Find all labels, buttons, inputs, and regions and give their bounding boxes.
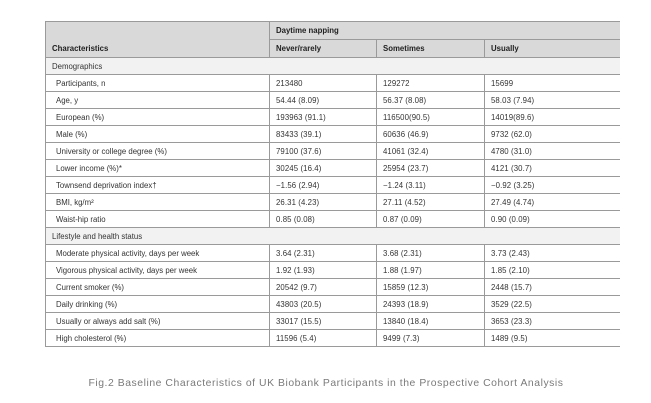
row-label: Townsend deprivation index† xyxy=(46,177,270,194)
column-header-characteristics: Characteristics xyxy=(46,40,270,58)
column-header-never-rarely: Never/rarely xyxy=(270,40,377,58)
table-row xyxy=(46,245,621,262)
row-value: 0.85 (0.08) xyxy=(270,211,377,228)
row-label: Participants, n xyxy=(46,75,270,92)
table-row xyxy=(46,262,621,279)
row-value: −0.92 (3.25) xyxy=(485,177,621,194)
table-row xyxy=(46,126,621,143)
header-blank-cell xyxy=(46,22,270,40)
row-label: European (%) xyxy=(46,109,270,126)
row-value: 27.49 (4.74) xyxy=(485,194,621,211)
row-value: 41061 (32.4) xyxy=(377,143,485,160)
row-value: 20542 (9.7) xyxy=(270,279,377,296)
column-header-sometimes: Sometimes xyxy=(377,40,485,58)
row-label: Current smoker (%) xyxy=(46,279,270,296)
row-label: Moderate physical activity, days per week xyxy=(46,245,270,262)
row-value: 1.88 (1.97) xyxy=(377,262,485,279)
row-value: 4121 (30.7) xyxy=(485,160,621,177)
row-value: 0.87 (0.09) xyxy=(377,211,485,228)
row-label: BMI, kg/m² xyxy=(46,194,270,211)
section-title: Demographics xyxy=(46,58,621,75)
row-value: 56.37 (8.08) xyxy=(377,92,485,109)
daytime-napping-header: Daytime napping xyxy=(270,22,621,40)
row-value: 1.92 (1.93) xyxy=(270,262,377,279)
section-row xyxy=(46,228,621,245)
row-value: 30245 (16.4) xyxy=(270,160,377,177)
row-label: Male (%) xyxy=(46,126,270,143)
row-value: 3653 (23.3) xyxy=(485,313,621,330)
row-value: 1.85 (2.10) xyxy=(485,262,621,279)
row-value: 213480 xyxy=(270,75,377,92)
row-label: Usually or always add salt (%) xyxy=(46,313,270,330)
row-value: 24393 (18.9) xyxy=(377,296,485,313)
row-value: 3.64 (2.31) xyxy=(270,245,377,262)
row-value: 54.44 (8.09) xyxy=(270,92,377,109)
row-label: High cholesterol (%) xyxy=(46,330,270,347)
table-row xyxy=(46,177,621,194)
row-value: 3529 (22.5) xyxy=(485,296,621,313)
row-value: 129272 xyxy=(377,75,485,92)
row-value: 4780 (31.0) xyxy=(485,143,621,160)
table-row xyxy=(46,194,621,211)
row-label: Vigorous physical activity, days per week xyxy=(46,262,270,279)
table-row xyxy=(46,211,621,228)
row-value: 11596 (5.4) xyxy=(270,330,377,347)
baseline-characteristics-table-container xyxy=(45,21,620,359)
figure-caption: Fig.2 Baseline Characteristics of UK Biobank Participants in the Prospective Cohort Analysis xyxy=(88,378,564,389)
row-value: 193963 (91.1) xyxy=(270,109,377,126)
row-value: 25954 (23.7) xyxy=(377,160,485,177)
row-value: 13840 (18.4) xyxy=(377,313,485,330)
row-value: 15859 (12.3) xyxy=(377,279,485,296)
table-row xyxy=(46,330,621,347)
table-row xyxy=(46,109,621,126)
row-value: 27.11 (4.52) xyxy=(377,194,485,211)
table-group-header-row xyxy=(46,22,621,40)
row-label: University or college degree (%) xyxy=(46,143,270,160)
row-value: 58.03 (7.94) xyxy=(485,92,621,109)
table-body xyxy=(46,58,621,347)
row-label: Waist-hip ratio xyxy=(46,211,270,228)
row-value: 3.73 (2.43) xyxy=(485,245,621,262)
row-value: 1489 (9.5) xyxy=(485,330,621,347)
row-value: 60636 (46.9) xyxy=(377,126,485,143)
row-value: −1.56 (2.94) xyxy=(270,177,377,194)
row-value: 9732 (62.0) xyxy=(485,126,621,143)
row-value: 14019(89.6) xyxy=(485,109,621,126)
row-label: Daily drinking (%) xyxy=(46,296,270,313)
row-value: −1.24 (3.11) xyxy=(377,177,485,194)
row-value: 79100 (37.6) xyxy=(270,143,377,160)
table-column-header-row xyxy=(46,40,621,58)
row-value: 0.90 (0.09) xyxy=(485,211,621,228)
table-row xyxy=(46,143,621,160)
table-row xyxy=(46,92,621,109)
column-header-usually: Usually xyxy=(485,40,621,58)
table-row xyxy=(46,313,621,330)
row-value: 15699 xyxy=(485,75,621,92)
section-row xyxy=(46,58,621,75)
table-row xyxy=(46,75,621,92)
row-label: Lower income (%)* xyxy=(46,160,270,177)
table-row xyxy=(46,296,621,313)
row-value: 3.68 (2.31) xyxy=(377,245,485,262)
table-row xyxy=(46,279,621,296)
row-value: 2448 (15.7) xyxy=(485,279,621,296)
row-value: 43803 (20.5) xyxy=(270,296,377,313)
row-value: 116500(90.5) xyxy=(377,109,485,126)
baseline-characteristics-table xyxy=(45,21,620,347)
row-value: 9499 (7.3) xyxy=(377,330,485,347)
row-value: 26.31 (4.23) xyxy=(270,194,377,211)
row-value: 83433 (39.1) xyxy=(270,126,377,143)
section-title: Lifestyle and health status xyxy=(46,228,621,245)
row-label: Age, y xyxy=(46,92,270,109)
row-value: 33017 (15.5) xyxy=(270,313,377,330)
table-row xyxy=(46,160,621,177)
